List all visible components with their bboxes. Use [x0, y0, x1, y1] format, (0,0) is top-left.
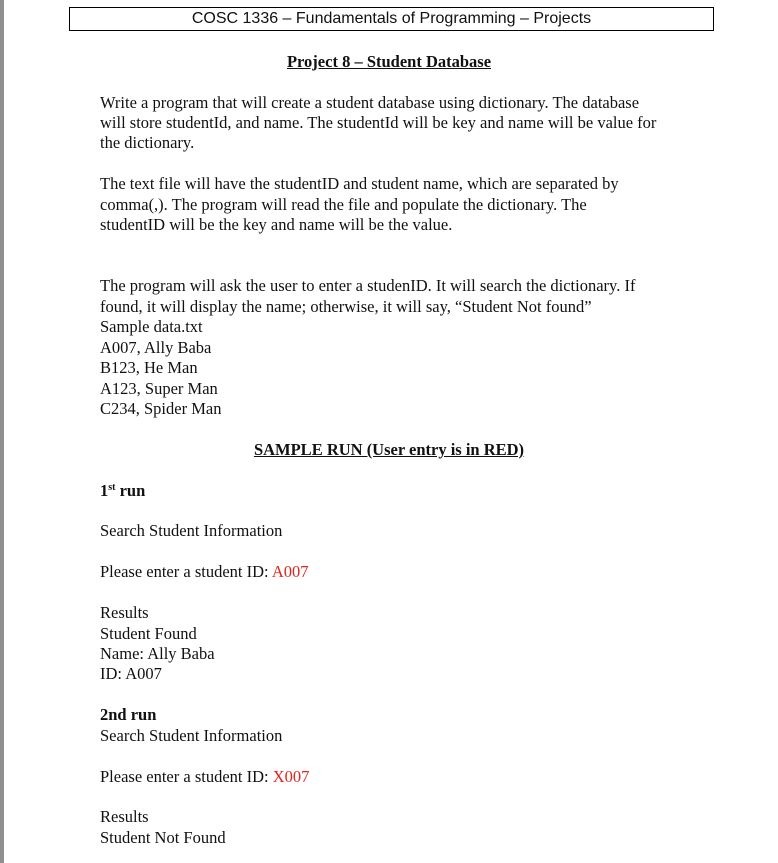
sample-data-row: C234, Spider Man: [100, 399, 222, 418]
run1-prompt-line: [100, 562, 309, 582]
run2-search-line: Search Student Information: [100, 726, 283, 745]
run1-prompt: Please enter a student ID:: [100, 562, 272, 581]
paragraph3-line1: The program will ask the user to enter a studenID. It will search the dictionary. If: [100, 276, 636, 295]
run1-name-line: Name: Ally Baba: [100, 644, 215, 663]
run1-heading-number: 1: [100, 481, 109, 500]
sample-run-title: SAMPLE RUN (User entry is in RED): [253, 440, 525, 459]
run2-user-entry: X007: [272, 767, 310, 786]
run2-not-found-line: Student Not Found: [100, 828, 226, 847]
paragraph3-line2: found, it will display the name; otherwise, it will say, “Student Not found”: [100, 297, 592, 316]
run1-heading-ordinal: st: [108, 482, 116, 493]
course-header: COSC 1336 – Fundamentals of Programming – Projects: [69, 7, 714, 31]
run2-heading: 2nd run: [100, 705, 157, 724]
run2-results-label: Results: [100, 807, 149, 826]
run1-id-line: ID: A007: [100, 664, 162, 683]
sample-data-row: A123, Super Man: [100, 379, 218, 398]
run1-heading: [100, 481, 145, 501]
sample-data-label: Sample data.txt: [100, 317, 203, 336]
run1-found-line: Student Found: [100, 624, 197, 643]
run1-search-line: Search Student Information: [100, 521, 283, 540]
project-title: Project 8 – Student Database: [286, 52, 492, 71]
run1-results-label: Results: [100, 603, 149, 622]
sample-data-row: B123, He Man: [100, 358, 198, 377]
paragraph1-line1: Write a program that will create a student database using dictionary. The database: [100, 93, 640, 112]
run2-prompt: Please enter a student ID:: [100, 767, 273, 786]
paragraph2-line1: The text file will have the studentID and student name, which are separated by: [100, 174, 619, 193]
paragraph2-line2: comma(,). The program will read the file and populate the dictionary. The: [100, 195, 587, 214]
sample-data-row: A007, Ally Baba: [100, 338, 212, 357]
run1-user-entry: A007: [271, 562, 309, 581]
paragraph1-line3: the dictionary.: [100, 133, 195, 152]
run1-heading-label: run: [115, 481, 146, 500]
page-left-edge: [0, 0, 4, 863]
paragraph2-line3: studentID will be the key and name will be the value.: [100, 215, 453, 234]
run2-prompt-line: [100, 767, 309, 787]
paragraph1-line2: will store studentId, and name. The studentId will be key and name will be value for: [100, 113, 657, 132]
